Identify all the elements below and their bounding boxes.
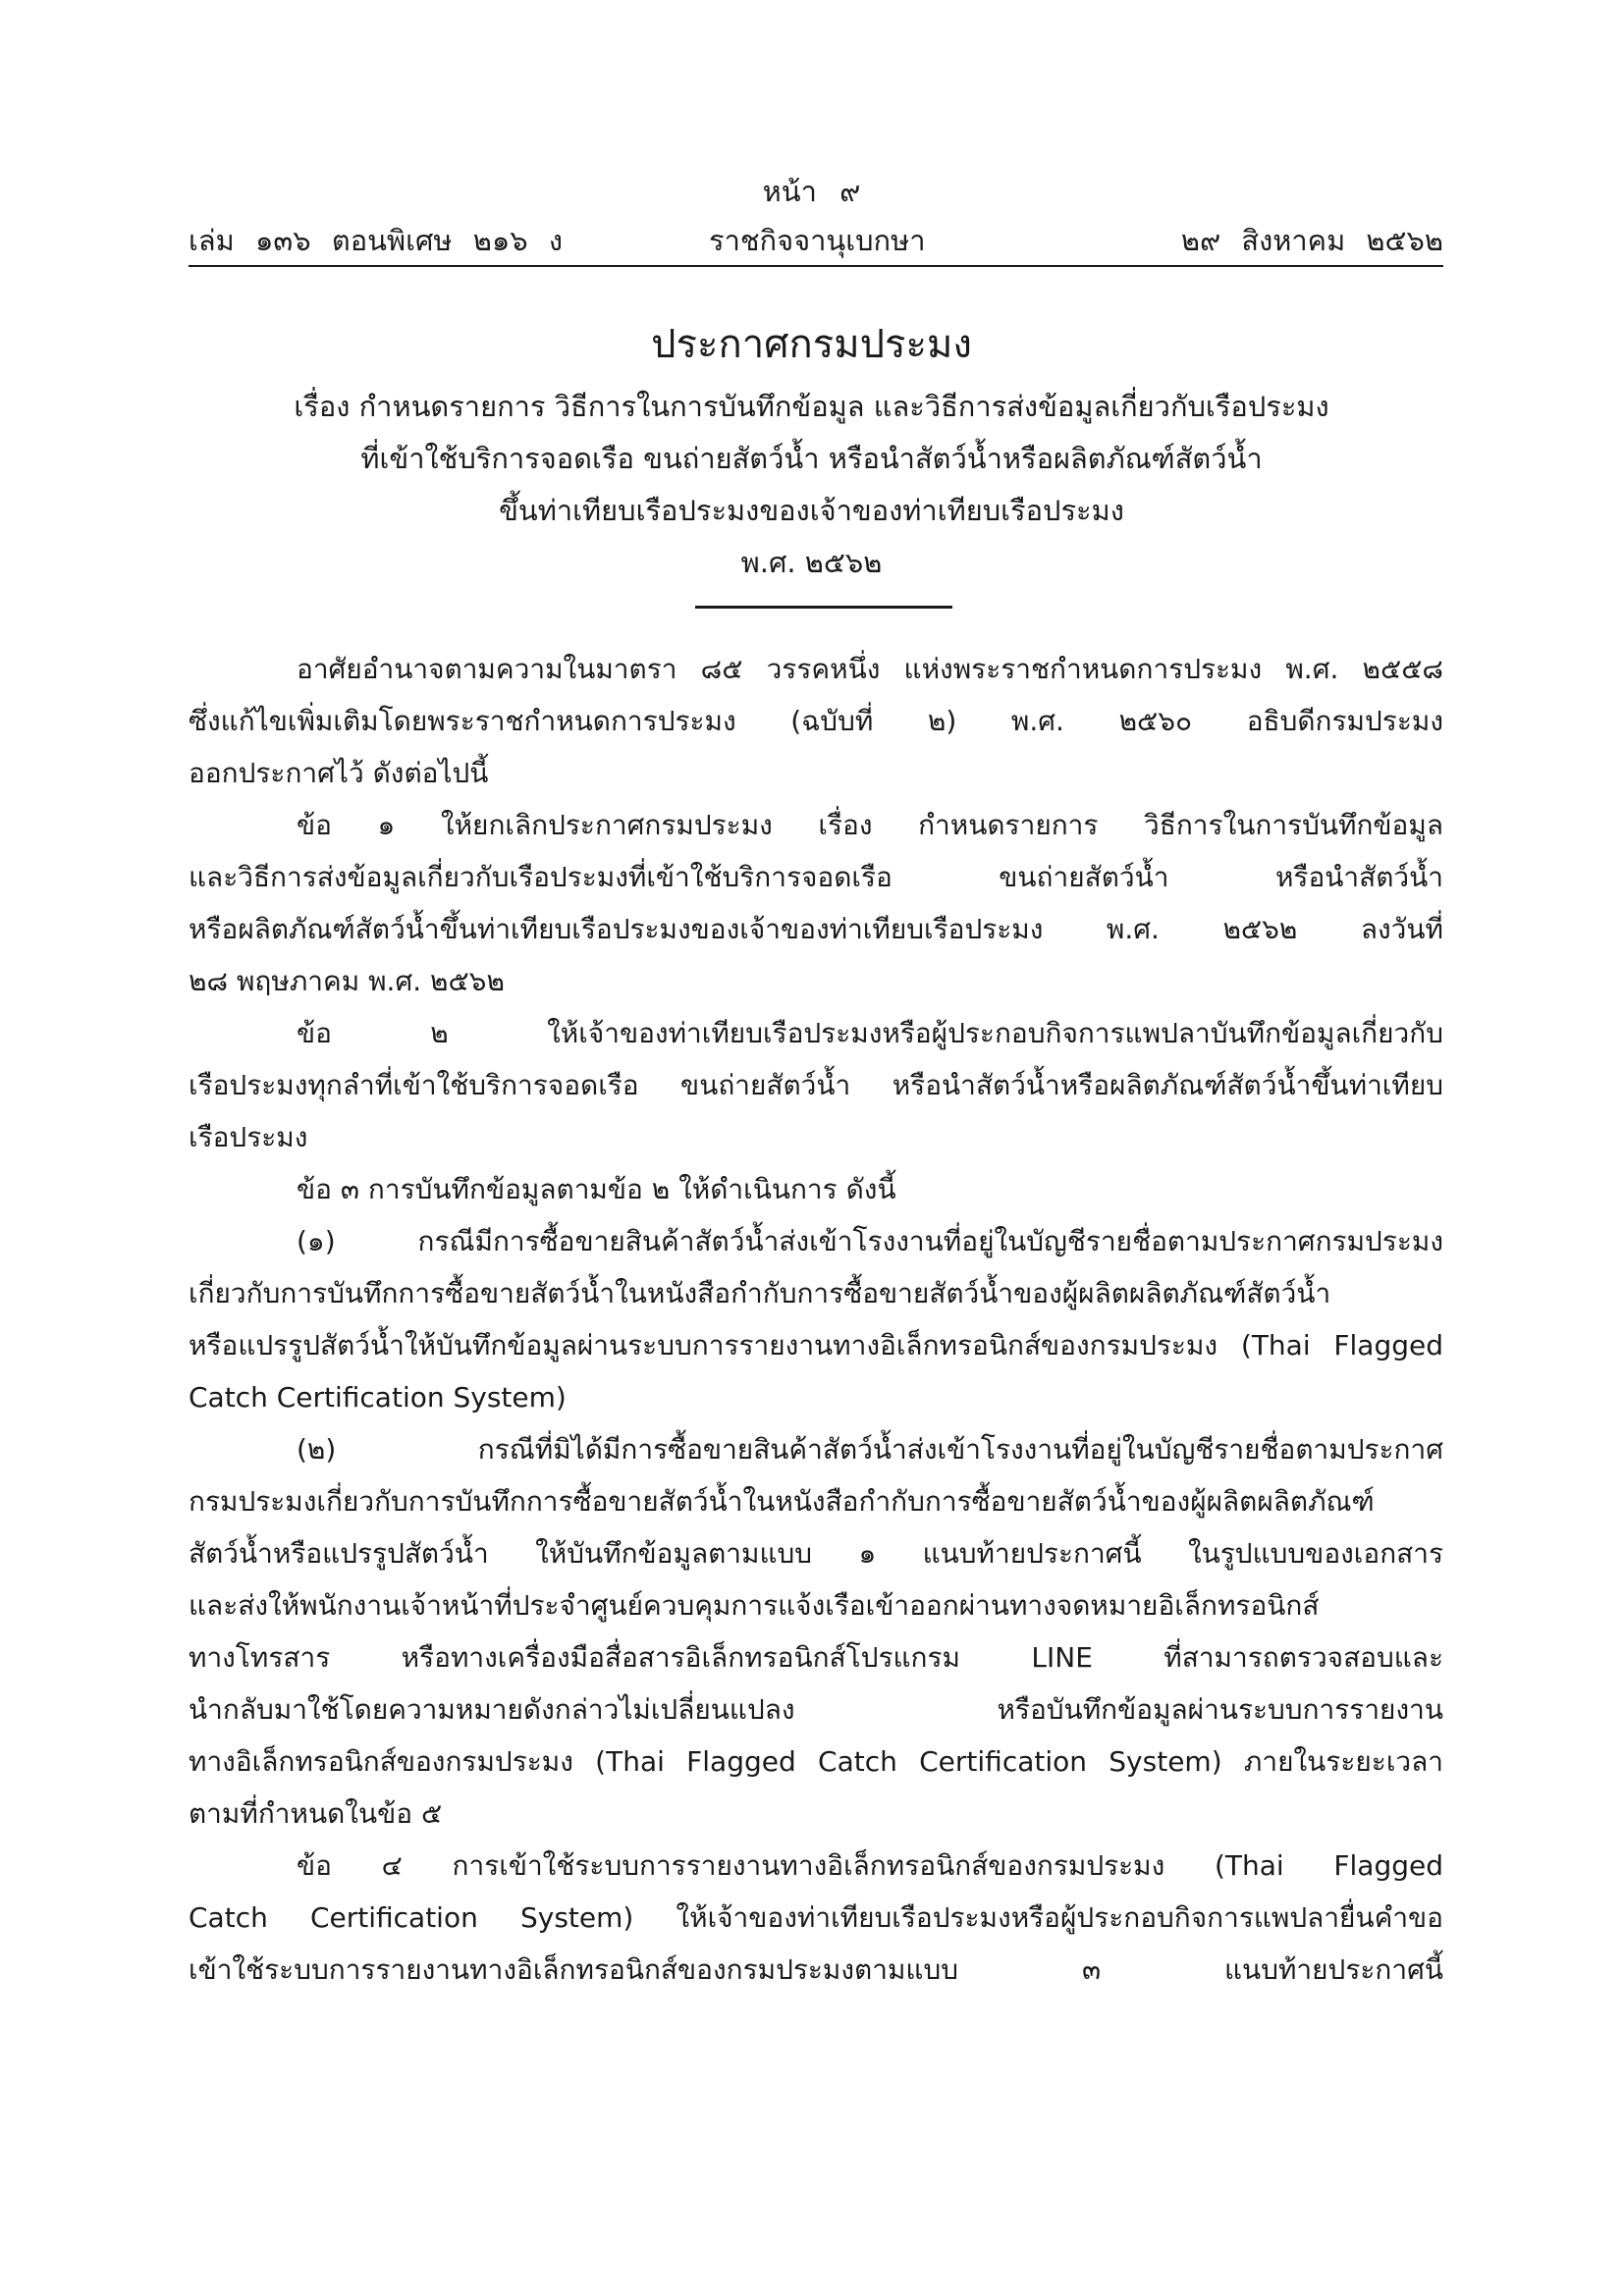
clause-3-item-2-paragraph — [189, 1423, 1443, 1840]
subject-line-2: ที่เข้าใช้บริการจอดเรือ ขนถ่ายสัตว์น้ำ หรือนำสัตว์น้ำหรือผลิตภัณฑ์สัตว์น้ำ — [360, 442, 1263, 475]
text-line: หรือผลิตภัณฑ์สัตว์น้ำขึ้นท่าเทียบเรือประมงของเจ้าของท่าเทียบเรือประมง พ.ศ. ๒๕๖๒ ลงวันที่ — [189, 913, 1443, 945]
subject-line-3: ขึ้นท่าเทียบเรือประมงของเจ้าของท่าเทียบเรือประมง — [499, 494, 1124, 527]
clause-3-paragraph — [189, 1163, 1443, 1215]
text-line: ทางโทรสาร หรือทางเครื่องมือสื่อสารอิเล็กทรอนิกส์โปรแกรม LINE ที่สามารถตรวจสอบและ — [189, 1641, 1443, 1674]
text-line: ๒๘ พฤษภาคม พ.ศ. ๒๕๖๒ — [189, 965, 505, 997]
text-line: ข้อ ๓ การบันทึกข้อมูลตามข้อ ๒ ให้ดำเนินการ ดังนี้ — [297, 1173, 896, 1205]
preamble-paragraph — [189, 643, 1443, 799]
text-line: กรมประมงเกี่ยวกับการบันทึกการซื้อขายสัตว์น้ำในหนังสือกำกับการซื้อขายสัตว์น้ำของผู้ผลิตผลิตภัณฑ์ — [189, 1485, 1375, 1518]
gazette-volume: เล่ม ๑๓๖ ตอนพิเศษ ๒๑๖ ง — [189, 224, 564, 257]
announcement-body — [189, 643, 1443, 1996]
text-line: ข้อ ๔ การเข้าใช้ระบบการรายงานทางอิเล็กทรอนิกส์ของกรมประมง (Thai Flagged — [297, 1849, 1443, 1882]
clause-3-item-1-paragraph — [189, 1215, 1443, 1423]
text-line: ออกประกาศไว้ ดังต่อไปนี้ — [189, 757, 489, 789]
text-line: เข้าใช้ระบบการรายงานทางอิเล็กทรอนิกส์ของกรมประมงตามแบบ ๓ แนบท้ายประกาศนี้ — [189, 1953, 1443, 1986]
header-divider — [189, 265, 1443, 267]
subject-line-1: เรื่อง กำหนดรายการ วิธีการในการบันทึกข้อมูล และวิธีการส่งข้อมูลเกี่ยวกับเรือประมง — [294, 390, 1329, 423]
text-line: และส่งให้พนักงานเจ้าหน้าที่ประจำศูนย์ควบคุมการแจ้งเรือเข้าออกผ่านทางจดหมายอิเล็กทรอนิกส์ — [189, 1589, 1320, 1622]
text-line: (๒) กรณีที่มิได้มีการซื้อขายสินค้าสัตว์น้ำส่งเข้าโรงงานที่อยู่ในบัญชีรายชื่อตามประกาศ — [297, 1433, 1443, 1466]
text-line: สัตว์น้ำหรือแปรรูปสัตว์น้ำ ให้บันทึกข้อมูลตามแบบ ๑ แนบท้ายประกาศนี้ ในรูปแบบของเอกสาร — [189, 1537, 1443, 1570]
text-line: ซึ่งแก้ไขเพิ่มเติมโดยพระราชกำหนดการประมง (ฉบับที่ ๒) พ.ศ. ๒๕๖๐ อธิบดีกรมประมง — [189, 705, 1443, 737]
text-line: ทางอิเล็กทรอนิกส์ของกรมประมง (Thai Flagged Catch Certification System) ภายในระยะเวลา — [189, 1745, 1443, 1778]
subject-year: พ.ศ. ๒๕๖๒ — [740, 546, 883, 579]
text-line: นำกลับมาใช้โดยความหมายดังกล่าวไม่เปลี่ยนแปลง หรือบันทึกข้อมูลผ่านระบบการรายงาน — [189, 1693, 1443, 1726]
clause-2-paragraph — [189, 1007, 1443, 1163]
text-line: Catch Certification System) — [189, 1381, 567, 1414]
text-line: ข้อ ๑ ให้ยกเลิกประกาศกรมประมง เรื่อง กำหนดรายการ วิธีการในการบันทึกข้อมูล — [297, 809, 1443, 841]
gazette-publication: ราชกิจจานุเบกษา — [709, 224, 926, 257]
announcement-subject — [0, 381, 1623, 589]
text-line: หรือแปรรูปสัตว์น้ำให้บันทึกข้อมูลผ่านระบบการรายงานทางอิเล็กทรอนิกส์ของกรมประมง (Thai Flagged — [189, 1329, 1443, 1362]
text-line: Catch Certification System) ให้เจ้าของท่าเทียบเรือประมงหรือผู้ประกอบกิจการแพปลายื่นคำขอ — [189, 1901, 1443, 1934]
text-line: อาศัยอำนาจตามความในมาตรา ๘๕ วรรคหนึ่ง แห่งพระราชกำหนดการประมง พ.ศ. ๒๕๕๘ — [297, 653, 1443, 685]
text-line: เรือประมงทุกลำที่เข้าใช้บริการจอดเรือ ขนถ่ายสัตว์น้ำ หรือนำสัตว์น้ำหรือผลิตภัณฑ์สัตว์น้ำขึ้นท่าเทียบ — [189, 1069, 1443, 1101]
clause-1-paragraph — [189, 799, 1443, 1007]
page-number: หน้า ๙ — [762, 175, 861, 208]
text-line: (๑) กรณีมีการซื้อขายสินค้าสัตว์น้ำส่งเข้าโรงงานที่อยู่ในบัญชีรายชื่อตามประกาศกรมประมง — [297, 1225, 1443, 1257]
text-line: และวิธีการส่งข้อมูลเกี่ยวกับเรือประมงที่เข้าใช้บริการจอดเรือ ขนถ่ายสัตว์น้ำ หรือนำสัตว์น้ำ — [189, 861, 1443, 893]
text-line: ข้อ ๒ ให้เจ้าของท่าเทียบเรือประมงหรือผู้ประกอบกิจการแพปลาบันทึกข้อมูลเกี่ยวกับ — [297, 1017, 1443, 1049]
text-line: เรือประมง — [189, 1121, 308, 1153]
text-line: ตามที่กำหนดในข้อ ๕ — [189, 1797, 443, 1830]
gazette-date: ๒๙ สิงหาคม ๒๕๖๒ — [1180, 224, 1443, 257]
clause-4-paragraph — [189, 1840, 1443, 1996]
title-divider — [695, 606, 952, 609]
text-line: เกี่ยวกับการบันทึกการซื้อขายสัตว์น้ำในหนังสือกำกับการซื้อขายสัตว์น้ำของผู้ผลิตผลิตภัณฑ์สัตว์น้ำ — [189, 1277, 1331, 1309]
announcement-title: ประกาศกรมประมง — [651, 322, 972, 367]
